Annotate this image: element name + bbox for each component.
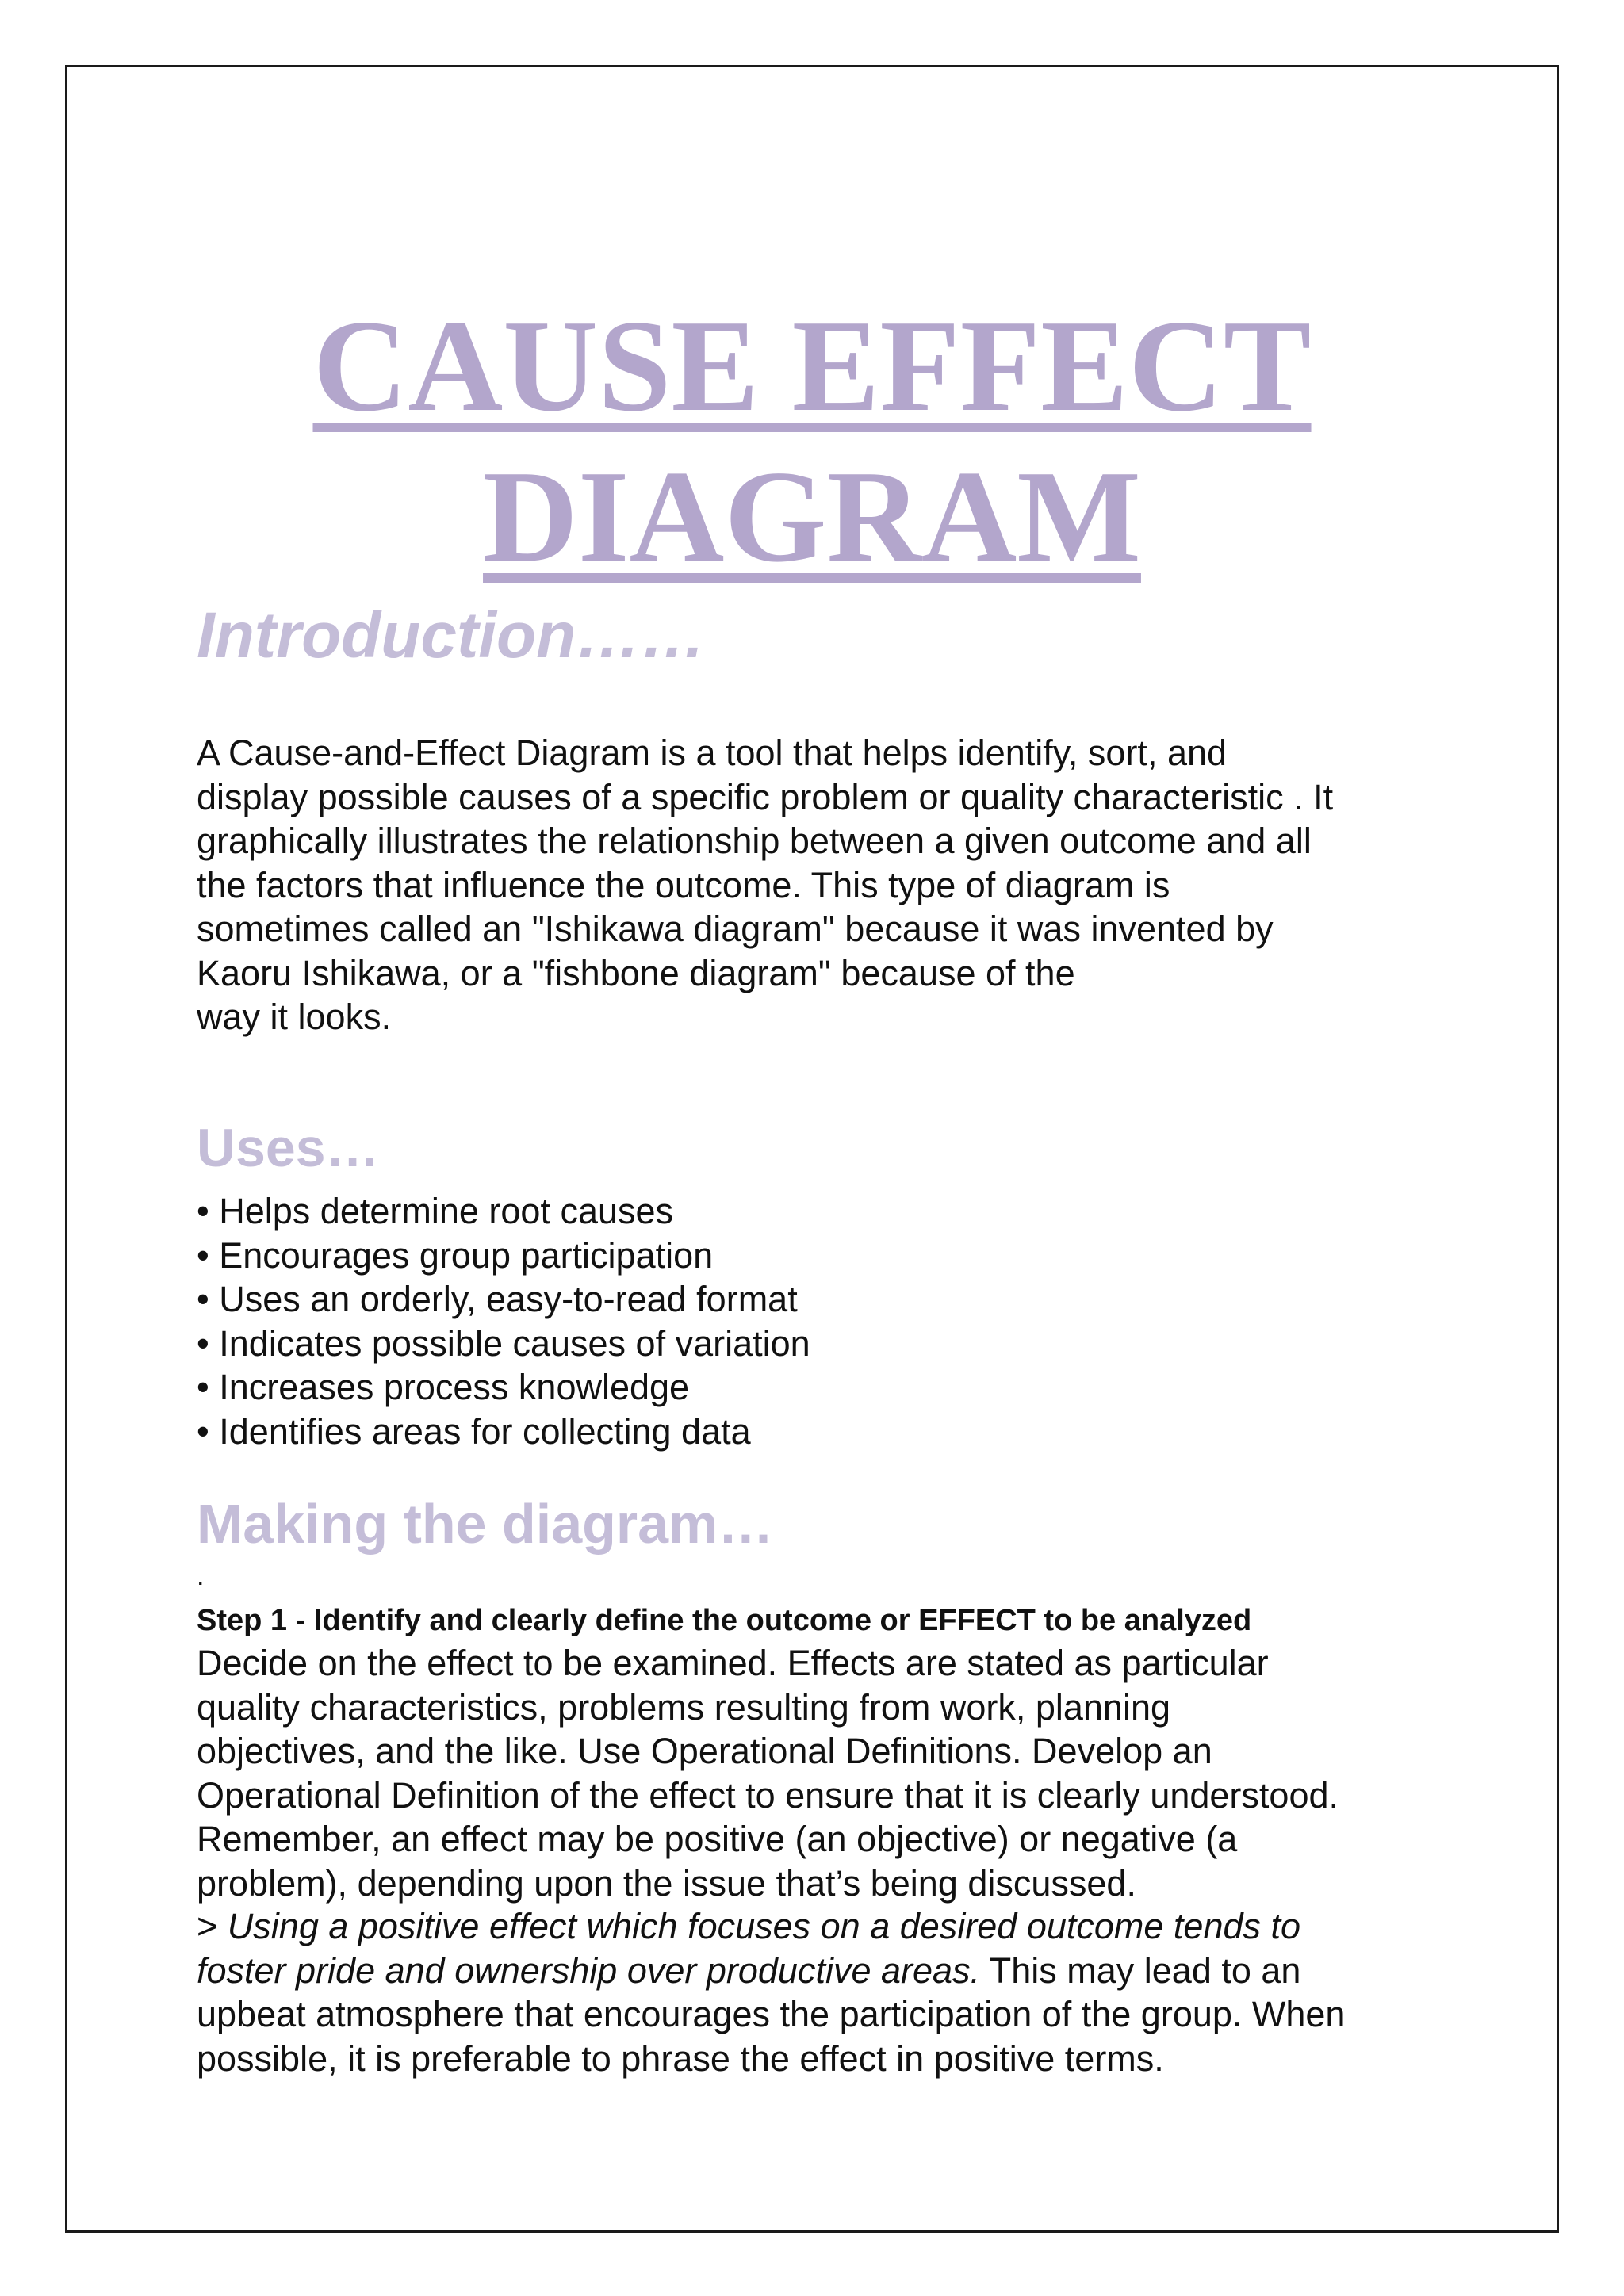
list-item: • Identifies areas for collecting data — [197, 1410, 751, 1452]
introduction-paragraph: A Cause-and-Effect Diagram is a tool that helps identify, sort, and display possible causes of a specific problem or quality characteristic . It graphically illustrates the relationship between a given outcome and all the factors that influence the outcome. This type of diagram is sometimes called an "Ishikawa diagram" because it was invented by Kaoru Ishikawa, or a "fishbone diagram" because of the way it looks. — [197, 733, 1334, 1037]
step-1-paragraph: Decide on the effect to be examined. Effects are stated as particular quality characteristics, problems resulting from work, planning objectives, and the like. Use Operational Definitions. Develop an Operational Definition of the effect to ensure that it is clearly understood. Remember, an effect may be positive (an objective) or negative (a problem), depending upon the issue that’s being discussed. — [197, 1643, 1339, 1904]
list-item: • Encourages group participation — [197, 1234, 714, 1276]
positive-effect-closing: This may lead to an upbeat atmosphere that encourages the participation of the group. When possible, it is preferable to phrase the effect in positive terms. — [197, 1950, 1346, 2079]
list-item: • Helps determine root causes — [197, 1191, 674, 1231]
marker: > — [197, 1906, 218, 1946]
title-line-2: DIAGRAM — [483, 443, 1141, 590]
page-title — [0, 290, 1624, 591]
uses-heading: Uses… — [197, 1118, 380, 1178]
list-item: • Indicates possible causes of variation — [197, 1322, 810, 1364]
introduction-heading: Introduction…… — [197, 599, 707, 672]
uses-list — [197, 1189, 1450, 1453]
stray-dot: . — [197, 1561, 205, 1591]
positive-effect-emphasis: Using a positive effect which focuses on a desired outcome tends to foster pride and ownership over productive areas. — [197, 1906, 1301, 1991]
step-1-heading: Step 1 - Identify and clearly define the outcome or EFFECT to be analyzed — [197, 1604, 1252, 1637]
positive-effect-paragraph — [197, 1904, 1450, 2080]
list-item: • Increases process knowledge — [197, 1367, 690, 1407]
making-diagram-heading: Making the diagram… — [197, 1493, 774, 1555]
title-line-1: CAUSE EFFECT — [312, 293, 1312, 439]
list-item: • Uses an orderly, easy-to-read format — [197, 1279, 798, 1319]
